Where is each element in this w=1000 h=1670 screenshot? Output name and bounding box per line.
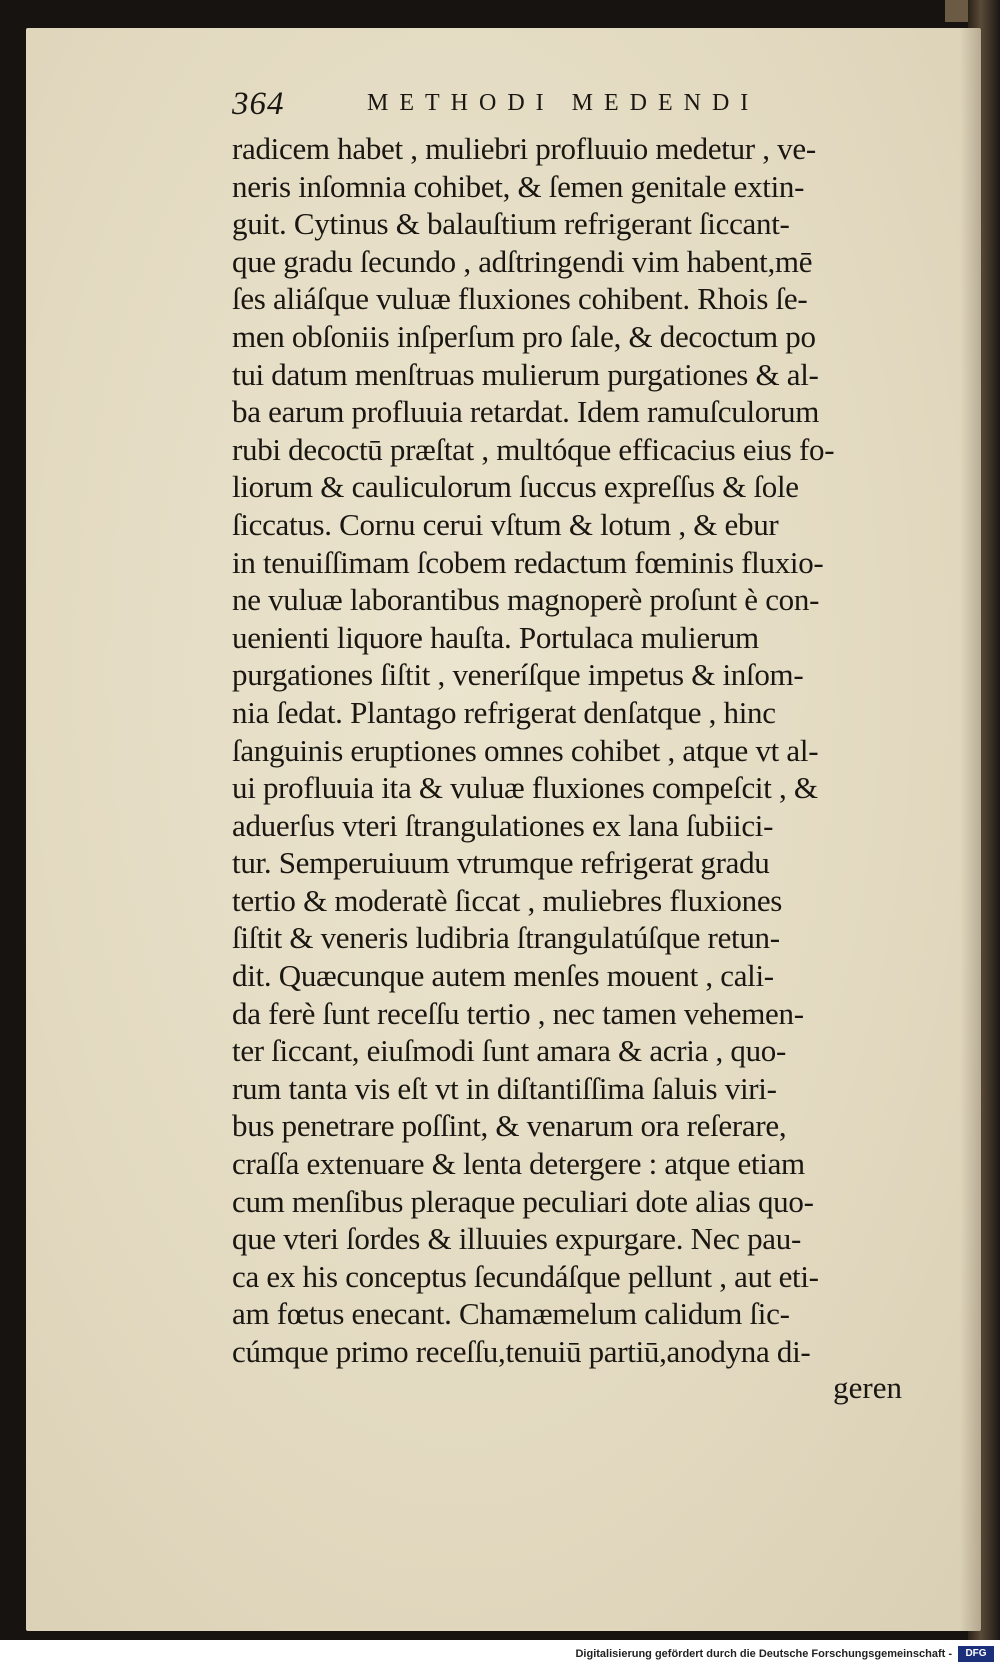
page-header <box>232 82 912 130</box>
text-line: rum tanta vis eſt vt in diſtantiſſima ſaluis viri- <box>232 1070 777 1106</box>
text-line: rubi decoctū præſtat , multóque efficacius eius fo- <box>232 431 835 467</box>
text-line: liorum & cauliculorum ſuccus expreſſus & ſole <box>232 469 799 505</box>
text-line: tertio & moderatè ſiccat , muliebres fluxiones <box>232 882 783 918</box>
text-line: purgationes ſiſtit , veneríſque impetus & inſom- <box>232 657 804 693</box>
text-line: nia ſedat. Plantago refrigerat denſatque , hinc <box>232 694 776 730</box>
gutter-shadow <box>960 28 982 1631</box>
running-title: METHODI MEDENDI <box>367 90 760 116</box>
text-line: uenienti liquore hauſta. Portulaca mulierum <box>232 619 759 655</box>
text-line: ui profluuia ita & vuluæ fluxiones compeſcit , & <box>232 770 818 806</box>
text-line: dit. Quæcunque autem menſes mouent , cali- <box>232 958 774 994</box>
catchword: geren <box>833 1369 902 1405</box>
text-line: que vteri ſordes & illuuies expurgare. Nec pau- <box>232 1221 801 1257</box>
text-line: bus penetrare poſſint, & venarum ora reſerare, <box>232 1108 787 1144</box>
text-line: tui datum menſtruas mulierum purgationes & al- <box>232 356 819 392</box>
text-line: ba earum profluuia retardat. Idem ramuſculorum <box>232 394 820 430</box>
text-line: ca ex his conceptus ſecundáſque pellunt , aut eti- <box>232 1258 819 1294</box>
text-line: cum menſibus pleraque peculiari dote alias quo- <box>232 1183 814 1219</box>
text-line: tur. Semperuiuum vtrumque refrigerat gradu <box>232 845 770 881</box>
text-line: que gradu ſecundo , adſtringendi vim habent,mē <box>232 243 813 279</box>
body-text <box>232 130 962 1371</box>
footer-credit: Digitalisierung gefördert durch die Deutsche Forschungsgemeinschaft - <box>575 1648 952 1660</box>
text-line: men obſoniis inſperſum pro ſale, & decoctum po <box>232 318 816 354</box>
text-line: cúmque primo receſſu,tenuiū partiū,anodyna di- <box>232 1334 811 1369</box>
text-line: ſes aliáſque vuluæ fluxiones cohibent. Rhois ſe- <box>232 281 808 317</box>
page-number: 364 <box>232 86 285 122</box>
text-line: aduerſus vteri ſtrangulationes ex lana ſubiici- <box>232 807 774 843</box>
footer-bar <box>0 1640 1000 1670</box>
text-line: radicem habet , muliebri profluuio medetur , ve- <box>232 131 816 166</box>
text-line: ne vuluæ laborantibus magnoperè proſunt è con- <box>232 582 820 618</box>
text-line: in tenuiſſimam ſcobem redactum fœminis fluxio- <box>232 544 824 580</box>
page-text <box>232 82 962 1405</box>
text-line: craſſa extenuare & lenta detergere : atque etiam <box>232 1146 805 1182</box>
text-line: da ferè ſunt receſſu tertio , nec tamen vehemen- <box>232 995 804 1031</box>
dfg-logo: DFG <box>958 1646 994 1662</box>
text-line: ter ſiccant, eiuſmodi ſunt amara & acria , quo- <box>232 1033 787 1069</box>
text-line: ſanguinis eruptiones omnes cohibet , atque vt al- <box>232 732 819 768</box>
text-line: neris inſomnia cohibet, & ſemen genitale extin- <box>232 168 805 204</box>
text-line: guit. Cytinus & balauſtium refrigerant ſiccant- <box>232 206 790 242</box>
text-line: ſiſtit & veneris ludibria ſtrangulatúſque retun- <box>232 920 780 956</box>
text-line: am fœtus enecant. Chamæmelum calidum ſic- <box>232 1296 790 1332</box>
text-line: ſiccatus. Cornu cerui vſtum & lotum , & ebur <box>232 506 779 542</box>
